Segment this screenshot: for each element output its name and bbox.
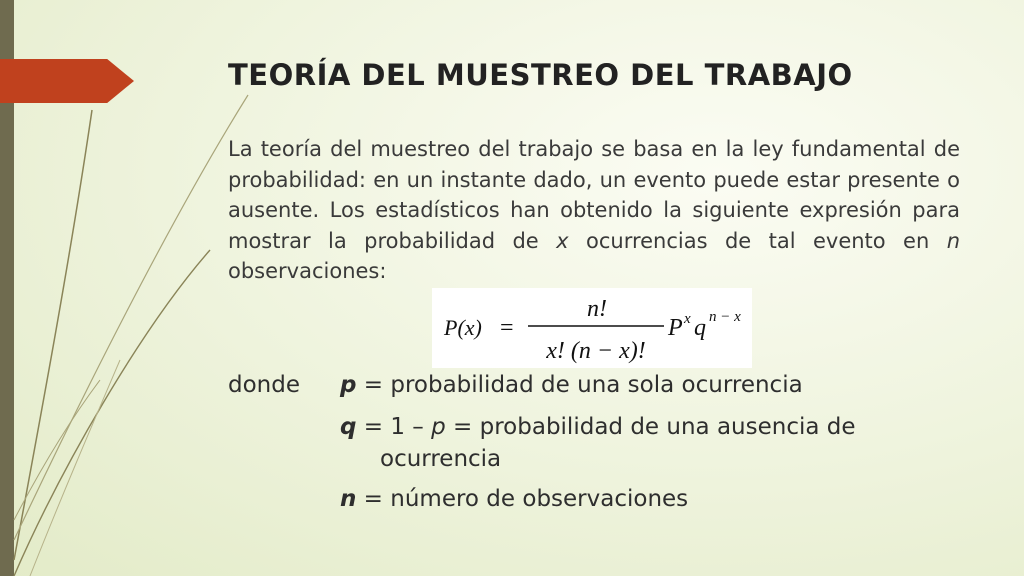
q-definition-text-b: = probabilidad de una ausencia de — [445, 414, 856, 440]
definition-p — [228, 372, 803, 398]
slide-title: TEORÍA DEL MUESTREO DEL TRABAJO — [228, 58, 853, 92]
definition-q — [340, 414, 856, 440]
variable-x: x — [556, 228, 569, 253]
n-definition-text: = número de observaciones — [356, 486, 689, 512]
formula-denominator: x! (n − x)! — [546, 338, 646, 364]
body-paragraph — [228, 134, 960, 287]
formula-lhs: P(x) — [444, 315, 482, 340]
variable-n: n — [946, 228, 961, 253]
paragraph-text-3: observaciones: — [228, 259, 387, 283]
paragraph-text-1: La teoría del muestreo del trabajo se basa en la ley fundamental de probabilidad: en un instante dado, un evento puede estar presente o ausente. Los estadísticos han obtenido la siguiente expresión para mostrar la probabilidad de — [228, 137, 960, 253]
formula-base-p: P — [668, 315, 683, 341]
formula-base-q: q — [694, 315, 706, 341]
var-p: p — [340, 372, 357, 398]
var-q: q — [340, 414, 357, 440]
probability-formula — [432, 288, 752, 368]
var-n: n — [340, 486, 357, 512]
q-definition-text-a: = 1 – — [356, 414, 432, 440]
formula-numerator: n! — [587, 296, 607, 322]
var-p-inline: p — [431, 414, 446, 440]
title-arrow-marker — [0, 59, 134, 103]
definition-n — [340, 486, 688, 512]
definition-q-continued: ocurrencia — [380, 446, 502, 472]
p-definition-text: = probabilidad de una sola ocurrencia — [356, 372, 803, 398]
formula-exp-x: x — [684, 311, 691, 327]
definitions-intro: donde — [228, 372, 300, 398]
formula-equals: = — [500, 315, 514, 341]
paragraph-text-2: ocurrencias de tal evento en — [568, 228, 947, 253]
formula-exp-q: n − x — [709, 309, 741, 325]
